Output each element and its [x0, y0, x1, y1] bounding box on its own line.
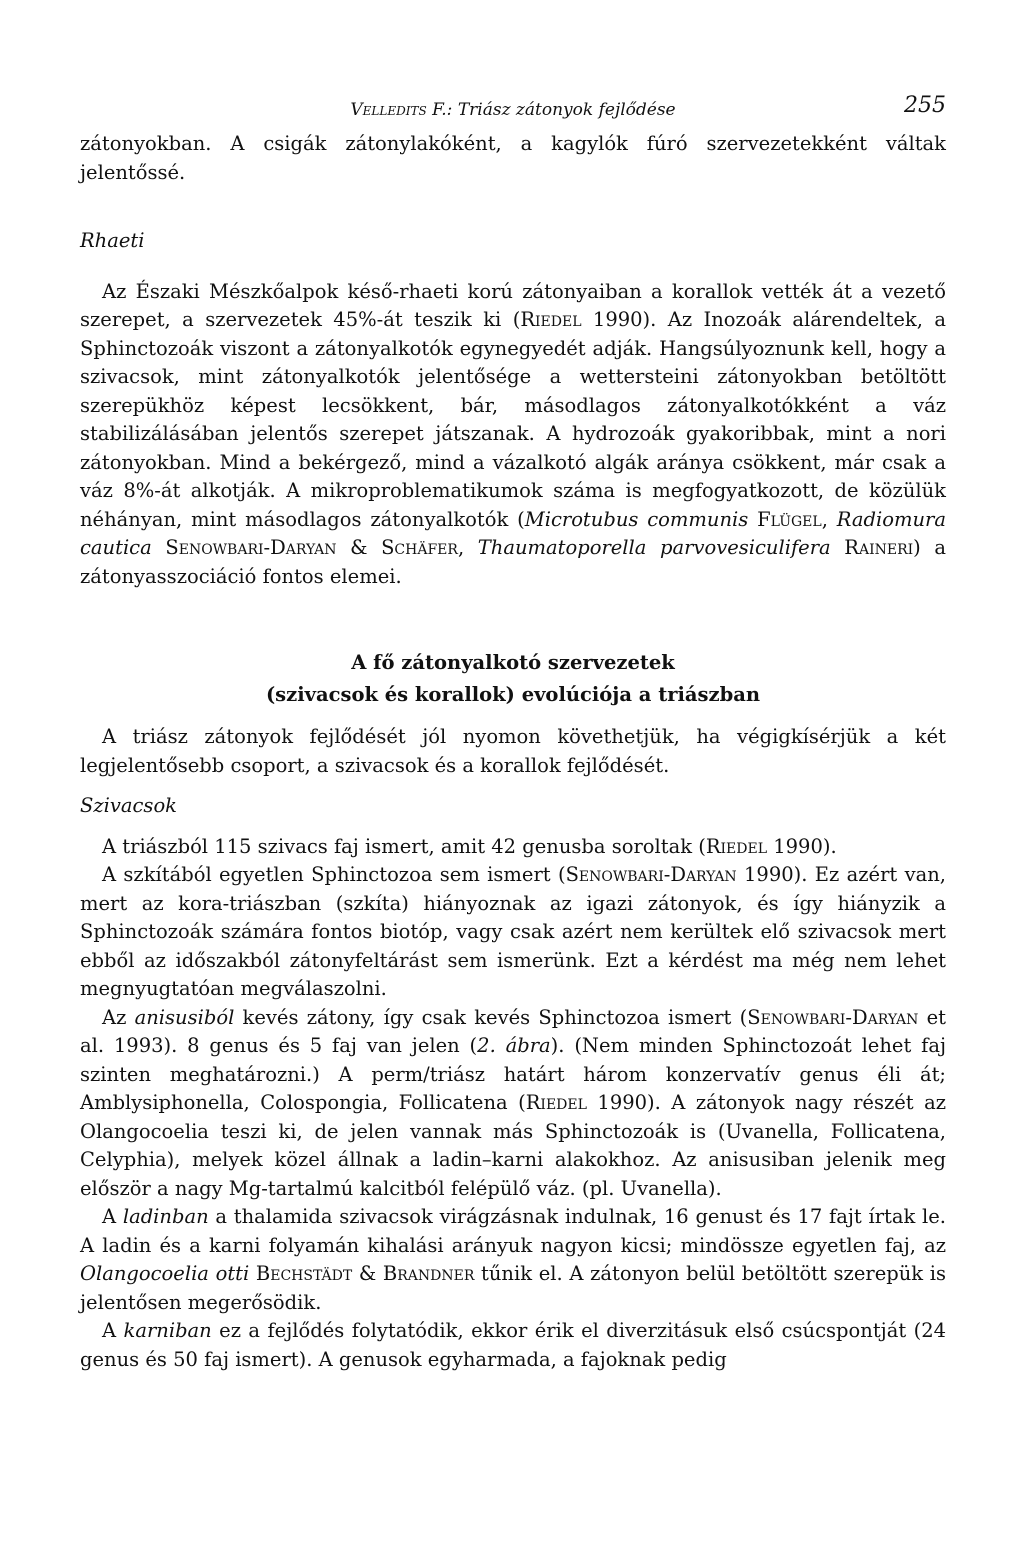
- citation-author: Riedel: [705, 834, 768, 858]
- page-number: 255: [904, 93, 946, 118]
- section-heading-line-2: (szivacsok és korallok) evolúciója a triászban: [265, 683, 761, 706]
- stage-term: ladinban: [122, 1205, 209, 1228]
- header-title: Triász zátonyok fejlődése: [457, 100, 676, 120]
- species-author: Senowbari-Daryan & Schäfer: [165, 536, 458, 559]
- species-author: Flügel: [757, 507, 822, 531]
- species-name: Thaumatoporella parvovesiculifera: [477, 536, 831, 559]
- running-title: [80, 96, 946, 125]
- stage-term: karniban: [123, 1319, 212, 1342]
- szivacsok-paragraph-5: A karniban ez a fejlődés folytatódik, ekkor érik el diverzitásuk első csúcspontját (24 genus és 50 faj ismert). A genusok egyharmada, a fajoknak pedig: [80, 1319, 947, 1371]
- section-title-szivacsok: Szivacsok: [80, 794, 177, 817]
- szivacsok-paragraph-2: A szkítából egyetlen Sphinctozoa sem ismert (Senowbari-Daryan 1990). Ez azért van, mert az kora-triászban (szkíta) hiányoznak az igazi zátonyok, és így hiányzik a Sphinctozoák számára fontos biotóp, vagy csak azért nem kerültek elő szivacsok mert ebből az időszakból zátonyfeltárást sem ismerünk. Ezt a kérdést ma még nem lehet megnyugtatóan megválaszolni.: [80, 863, 946, 1000]
- species-author: Bechstädt & Brandner: [255, 1262, 475, 1285]
- citation-author: Riedel: [525, 1091, 587, 1114]
- szivacsok-paragraph-4: A ladinban a thalamida szivacsok virágzásnak indulnak, 16 genust és 17 fajt írtak le. A ladin és a karni folyamán kihalási arányuk nagyon kicsi; mindössze egyetlen faj, az Olangocoelia otti Bechstädt & Brandner tűnik el. A zátonyon belül betöltött szerepük is jelentősen megerősödik.: [80, 1205, 946, 1314]
- citation-author: Riedel: [520, 308, 582, 331]
- intro-paragraph: zátonyokban. A csigák zátonylakóként, a kagylók fúró szervezetekként váltak jelentőssé.: [80, 132, 946, 184]
- header-author: Velledits F.:: [350, 100, 453, 120]
- stage-term: anisusiból: [134, 1005, 235, 1029]
- szivacsok-paragraph-3: Az anisusiból kevés zátony, így csak kevés Sphinctozoa ismert (Senowbari-Daryan et al. 1993). 8 genus és 5 faj van jelen (2. ábra). (Nem minden Sphinctozoát lehet faj szinten meghatározni.) A perm/triász határt három konzervatív genus éli át; Amblysiphonella, Colospongia, Follicatena (Riedel 1990). A zátonyok nagy részét az Olangocoelia teszi ki, de jelen vannak más Sphinctozoák is (Uvanella, Follicatena, Celyphia), melyek közel állnak a ladin–karni alakokhoz. Az anisusiban jelenik meg először a nagy Mg-tartalmú kalcitból felépülő váz. (pl. Uvanella).: [80, 1005, 947, 1200]
- species-name: Microtubus communis: [524, 507, 749, 531]
- section-title-rhaeti: Rhaeti: [80, 229, 145, 252]
- main-intro-paragraph: A triász zátonyok fejlődését jól nyomon követhetjük, ha végigkísérjük a két legjelentősebb csoport, a szivacsok és a korallok fejlődését.: [80, 725, 946, 777]
- species-author: Raineri: [844, 536, 914, 559]
- species-name: Radiomura cautica: [80, 507, 946, 559]
- citation-author: Senowbari-Daryan: [747, 1005, 919, 1029]
- section-heading-line-1: A fő zátonyalkotó szervezetek: [351, 651, 675, 674]
- figure-reference: 2. ábra: [477, 1034, 551, 1057]
- species-name: Olangocoelia otti: [80, 1262, 250, 1285]
- running-header: [80, 92, 946, 124]
- citation-author: Senowbari-Daryan: [565, 863, 737, 886]
- rhaeti-paragraph: Az Északi Mészkőalpok késő-rhaeti korú zátonyaiban a korallok vették át a vezető szerepet, a szervezetek 45%-át teszik ki (Riedel 1990). Az Inozoák alárendeltek, a Sphinctozoák viszont a zátonyalkotók egynegyedét adják. Hangsúlyoznunk kell, hogy a szivacsok, mint zátonyalkotók jelentősége a wettersteini zátonyokban betöltött szerepükhöz képest lecsökkent, bár, másodlagos zátonyalkotókként a váz stabilizálásában jelentős szerepet játszanak. A hydrozoák gyakoribbak, mint a nori zátonyokban. Mind a bekérgező, mind a vázalkotó algák aránya csökkent, már csak a váz 8%-át alkotják. A mikroproblematikumok száma is megfogyatkozott, de közülük néhányan, mint másodlagos zátonyalkotók (Microtubus communis Flügel, Radiomura cautica Senowbari-Daryan & Schäfer, Thaumatoporella parvovesiculifera Raineri) a zátonyasszociáció fontos elemei.: [80, 279, 947, 588]
- szivacsok-paragraph-1: A triászból 115 szivacs faj ismert, amit 42 genusba soroltak (Riedel 1990).: [102, 834, 837, 858]
- document-page: [80, 92, 946, 1374]
